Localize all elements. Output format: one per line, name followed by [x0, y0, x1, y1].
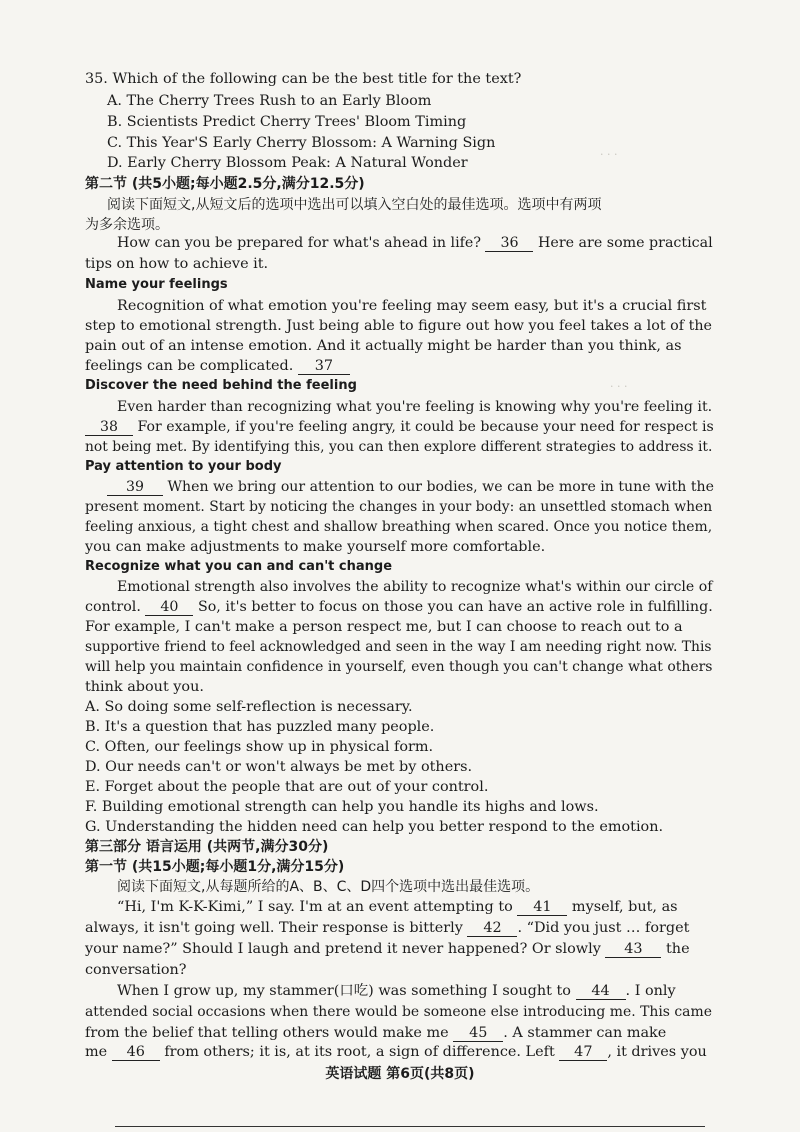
- passage-text: . A stammer can make: [503, 1025, 667, 1041]
- blank-36[interactable]: 36: [485, 236, 533, 252]
- passage2-line: [85, 940, 690, 958]
- blank-46[interactable]: 46: [112, 1045, 160, 1061]
- passage-text: feelings can be complicated.: [85, 358, 294, 374]
- blank-40[interactable]: 40: [145, 600, 193, 616]
- passage-line: you can make adjustments to make yourself more comfortable.: [85, 539, 546, 555]
- choice-g: G. Understanding the hidden need can help you better respond to the emotion.: [85, 819, 664, 835]
- choice-f: F. Building emotional strength can help you handle its highs and lows.: [85, 799, 599, 815]
- blank-42[interactable]: 42: [467, 921, 517, 937]
- passage-text: Here are some practical: [538, 235, 713, 251]
- passage-text: When I grow up, my stammer(口吃) was something I sought to: [117, 983, 571, 999]
- passage-text: myself, but, as: [571, 899, 678, 915]
- q35-option-d: D. Early Cherry Blossom Peak: A Natural Wonder: [107, 155, 468, 171]
- passage2-line: conversation?: [85, 962, 187, 978]
- section2-heading: 第二节 (共5小题;每小题2.5分,满分12.5分): [85, 176, 365, 192]
- section2-instruction: 阅读下面短文,从短文后的选项中选出可以填入空白处的最佳选项。选项中有两项: [107, 197, 602, 213]
- page-footer: 英语试题 第6页(共8页): [325, 1066, 475, 1082]
- subheading-change: Recognize what you can and can't change: [85, 559, 393, 574]
- part3-instruction: 阅读下面短文,从每题所给的A、B、C、D四个选项中选出最佳选项。: [117, 879, 540, 895]
- passage-line: pain out of an intense emotion. And it actually might be harder than you think, as: [85, 338, 682, 354]
- passage2-line: [85, 1024, 666, 1042]
- passage-line: not being met. By identifying this, you can then explore different strategies to address it.: [85, 439, 713, 455]
- passage2-line: [85, 919, 689, 937]
- choice-b: B. It's a question that has puzzled many people.: [85, 719, 435, 735]
- passage2-line: [85, 1043, 707, 1061]
- q35-stem: 35. Which of the following can be the best title for the text?: [85, 71, 522, 87]
- passage-line: step to emotional strength. Just being able to figure out how you feel takes a lot of the: [85, 318, 712, 334]
- blank-37[interactable]: 37: [298, 359, 350, 375]
- passage-text: For example, if you're feeling angry, it could be because your need for respect is: [137, 419, 714, 435]
- passage-line: [85, 418, 714, 436]
- bleed-through: · · ·: [610, 380, 628, 393]
- choice-c: C. Often, our feelings show up in physical form.: [85, 739, 434, 755]
- q35-option-b: B. Scientists Predict Cherry Trees' Bloom Timing: [107, 114, 467, 130]
- passage-line: [85, 357, 350, 375]
- passage-line: think about you.: [85, 679, 204, 695]
- part3-heading: 第三部分 语言运用 (共两节,满分30分): [85, 839, 329, 855]
- passage-line: For example, I can't make a person respect me, but I can choose to reach out to a: [85, 619, 683, 635]
- blank-47[interactable]: 47: [559, 1045, 607, 1061]
- passage-text: So, it's better to focus on those you can have an active role in fulfilling.: [197, 599, 713, 615]
- section2-instruction-cont: 为多余选项。: [85, 217, 169, 233]
- passage-line: present moment. Start by noticing the changes in your body: an unsettled stomach when: [85, 499, 713, 515]
- passage-line: Recognition of what emotion you're feeling may seem easy, but it's a crucial first: [117, 298, 707, 314]
- passage-text: When we bring our attention to our bodies, we can be more in tune with the: [167, 479, 714, 495]
- q35-option-a: A. The Cherry Trees Rush to an Early Bloom: [107, 93, 432, 109]
- bleed-through: · · ·: [600, 148, 618, 161]
- bottom-rule: [115, 1126, 705, 1127]
- subheading-body: Pay attention to your body: [85, 459, 282, 474]
- blank-43[interactable]: 43: [605, 942, 661, 958]
- passage-text: always, it isn't going well. Their response is bitterly: [85, 920, 463, 936]
- passage-text: your name?” Should I laugh and pretend it never happened? Or slowly: [85, 941, 601, 957]
- passage-text: . “Did you just … forget: [517, 920, 690, 936]
- passage-line: Even harder than recognizing what you're feeling is knowing why you're feeling it.: [117, 399, 713, 415]
- passage-line: tips on how to achieve it.: [85, 256, 269, 272]
- passage-text: “Hi, I'm K-K-Kimi,” I say. I'm at an event attempting to: [117, 899, 513, 915]
- passage-text: , it drives you: [607, 1044, 707, 1060]
- passage-text: from others; it is, at its root, a sign of difference. Left: [164, 1044, 555, 1060]
- choice-d: D. Our needs can't or won't always be met by others.: [85, 759, 473, 775]
- passage-text: control.: [85, 599, 141, 615]
- passage-line: feeling anxious, a tight chest and shallow breathing when scared. Once you notice them,: [85, 519, 713, 535]
- choice-e: E. Forget about the people that are out of your control.: [85, 779, 489, 795]
- passage-text: me: [85, 1044, 108, 1060]
- passage-line: Emotional strength also involves the ability to recognize what's within our circle of: [117, 579, 713, 595]
- passage-text: . I only: [625, 983, 676, 999]
- passage2-line: [117, 898, 678, 916]
- blank-38[interactable]: 38: [85, 420, 133, 436]
- passage2-line: attended social occasions when there would be someone else introducing me. This came: [85, 1004, 712, 1020]
- choice-a: A. So doing some self-reflection is necessary.: [85, 699, 413, 715]
- passage-text: the: [666, 941, 690, 957]
- passage-text: How can you be prepared for what's ahead in life?: [117, 235, 481, 251]
- subheading-discover-need: Discover the need behind the feeling: [85, 378, 357, 393]
- passage-line: [85, 598, 713, 616]
- part3-section1-heading: 第一节 (共15小题;每小题1分,满分15分): [85, 859, 345, 875]
- blank-39[interactable]: 39: [107, 480, 163, 496]
- blank-41[interactable]: 41: [517, 900, 567, 916]
- passage-line: [117, 234, 713, 252]
- blank-45[interactable]: 45: [453, 1026, 503, 1042]
- passage-line: [85, 478, 714, 496]
- passage-text: from the belief that telling others would make me: [85, 1025, 449, 1041]
- q35-option-c: C. This Year'S Early Cherry Blossom: A Warning Sign: [107, 135, 496, 151]
- blank-44[interactable]: 44: [576, 984, 626, 1000]
- passage2-line: [117, 982, 676, 1000]
- passage-line: will help you maintain confidence in yourself, even though you can't change what others: [85, 659, 713, 675]
- subheading-name-feelings: Name your feelings: [85, 277, 228, 292]
- passage-line: supportive friend to feel acknowledged and seen in the way I am needing right now. This: [85, 639, 712, 655]
